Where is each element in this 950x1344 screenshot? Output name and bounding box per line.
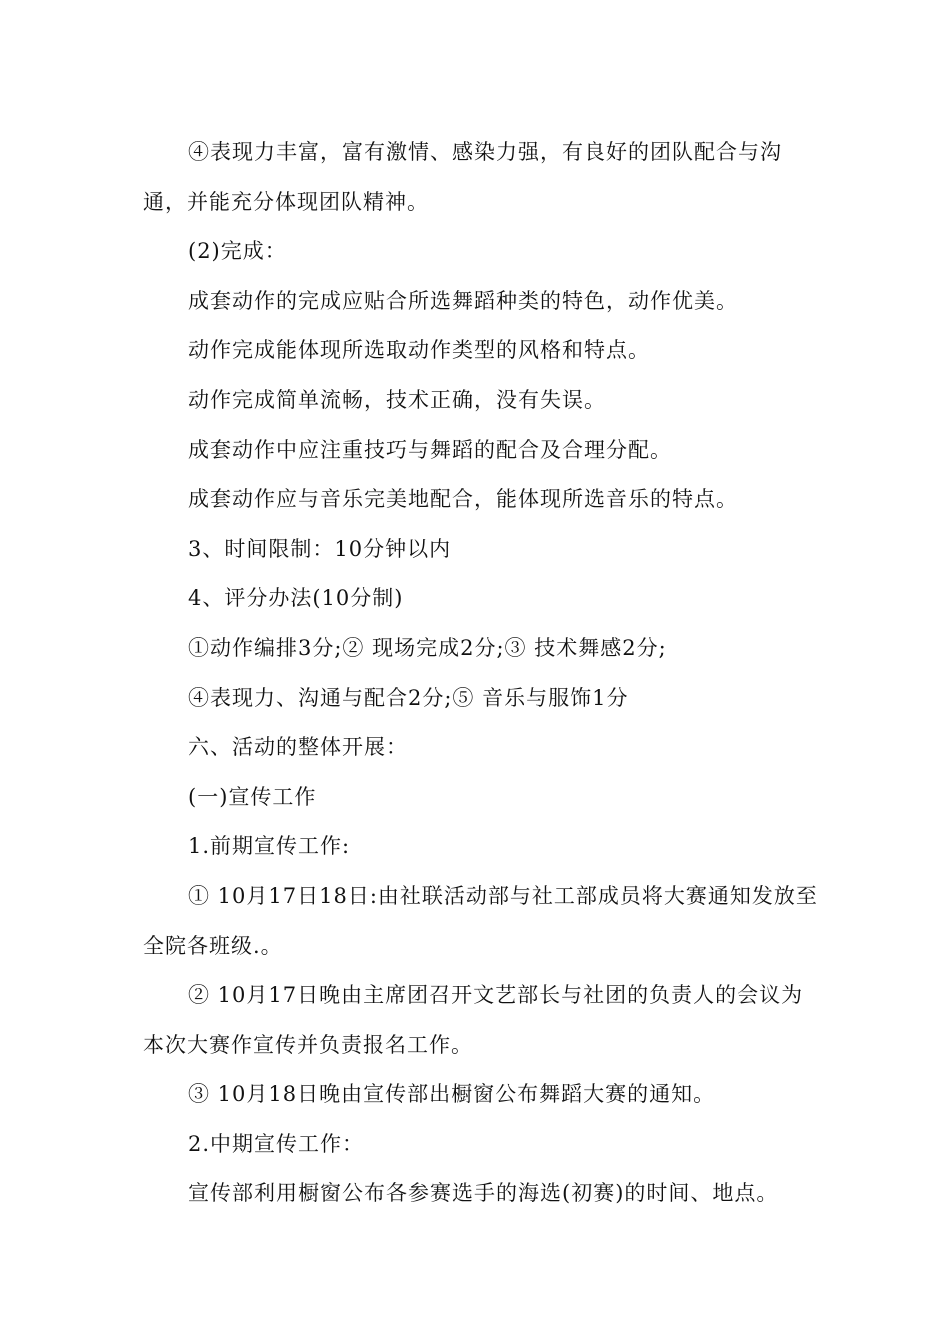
paragraph-scoring-heading: 4、评分办法(10分制) — [188, 586, 404, 611]
paragraph-scoring-2: ④表现力、沟通与配合2分;⑤ 音乐与服饰1分 — [188, 685, 629, 710]
paragraph-completion-3: 动作完成简单流畅，技术正确，没有失误。 — [188, 387, 606, 412]
paragraph-early-publicity-2: ② 10月17日晚由主席团召开文艺部长与社团的负责人的会议为本次大赛作宣传并负责报名工作。 — [143, 983, 804, 1057]
paragraph-completion-5: 成套动作应与音乐完美地配合，能体现所选音乐的特点。 — [188, 487, 738, 512]
paragraph-early-publicity-heading: 1.前期宣传工作: — [188, 834, 351, 859]
paragraph-early-publicity-3: ③ 10月18日晚由宣传部出橱窗公布舞蹈大赛的通知。 — [188, 1082, 716, 1107]
document-body — [143, 128, 823, 1219]
paragraph-completion-2: 动作完成能体现所选取动作类型的风格和特点。 — [188, 338, 650, 363]
paragraph-time-limit: 3、时间限制：10分钟以内 — [188, 536, 452, 561]
section-heading-activity: 六、活动的整体开展： — [188, 735, 408, 760]
subsection-heading-publicity: (一)宣传工作 — [188, 784, 317, 809]
paragraph-mid-publicity-heading: 2.中期宣传工作： — [188, 1131, 365, 1156]
paragraph-completion-4: 成套动作中应注重技巧与舞蹈的配合及合理分配。 — [188, 437, 672, 462]
paragraph-completion-heading: (2)完成： — [188, 239, 287, 264]
paragraph-mid-publicity-1: 宣传部利用橱窗公布各参赛选手的海选(初赛)的时间、地点。 — [188, 1181, 779, 1206]
paragraph-scoring-1: ①动作编排3分;② 现场完成2分;③ 技术舞感2分; — [188, 635, 667, 660]
paragraph-early-publicity-1: ① 10月17日18日:由社联活动部与社工部成员将大赛通知发放至全院各班级.。 — [143, 883, 818, 958]
paragraph-performance-criteria: ④表现力丰富，富有激情、感染力强，有良好的团队配合与沟通，并能充分体现团队精神。 — [143, 140, 782, 214]
paragraph-completion-1: 成套动作的完成应贴合所选舞蹈种类的特色，动作优美。 — [188, 288, 738, 313]
